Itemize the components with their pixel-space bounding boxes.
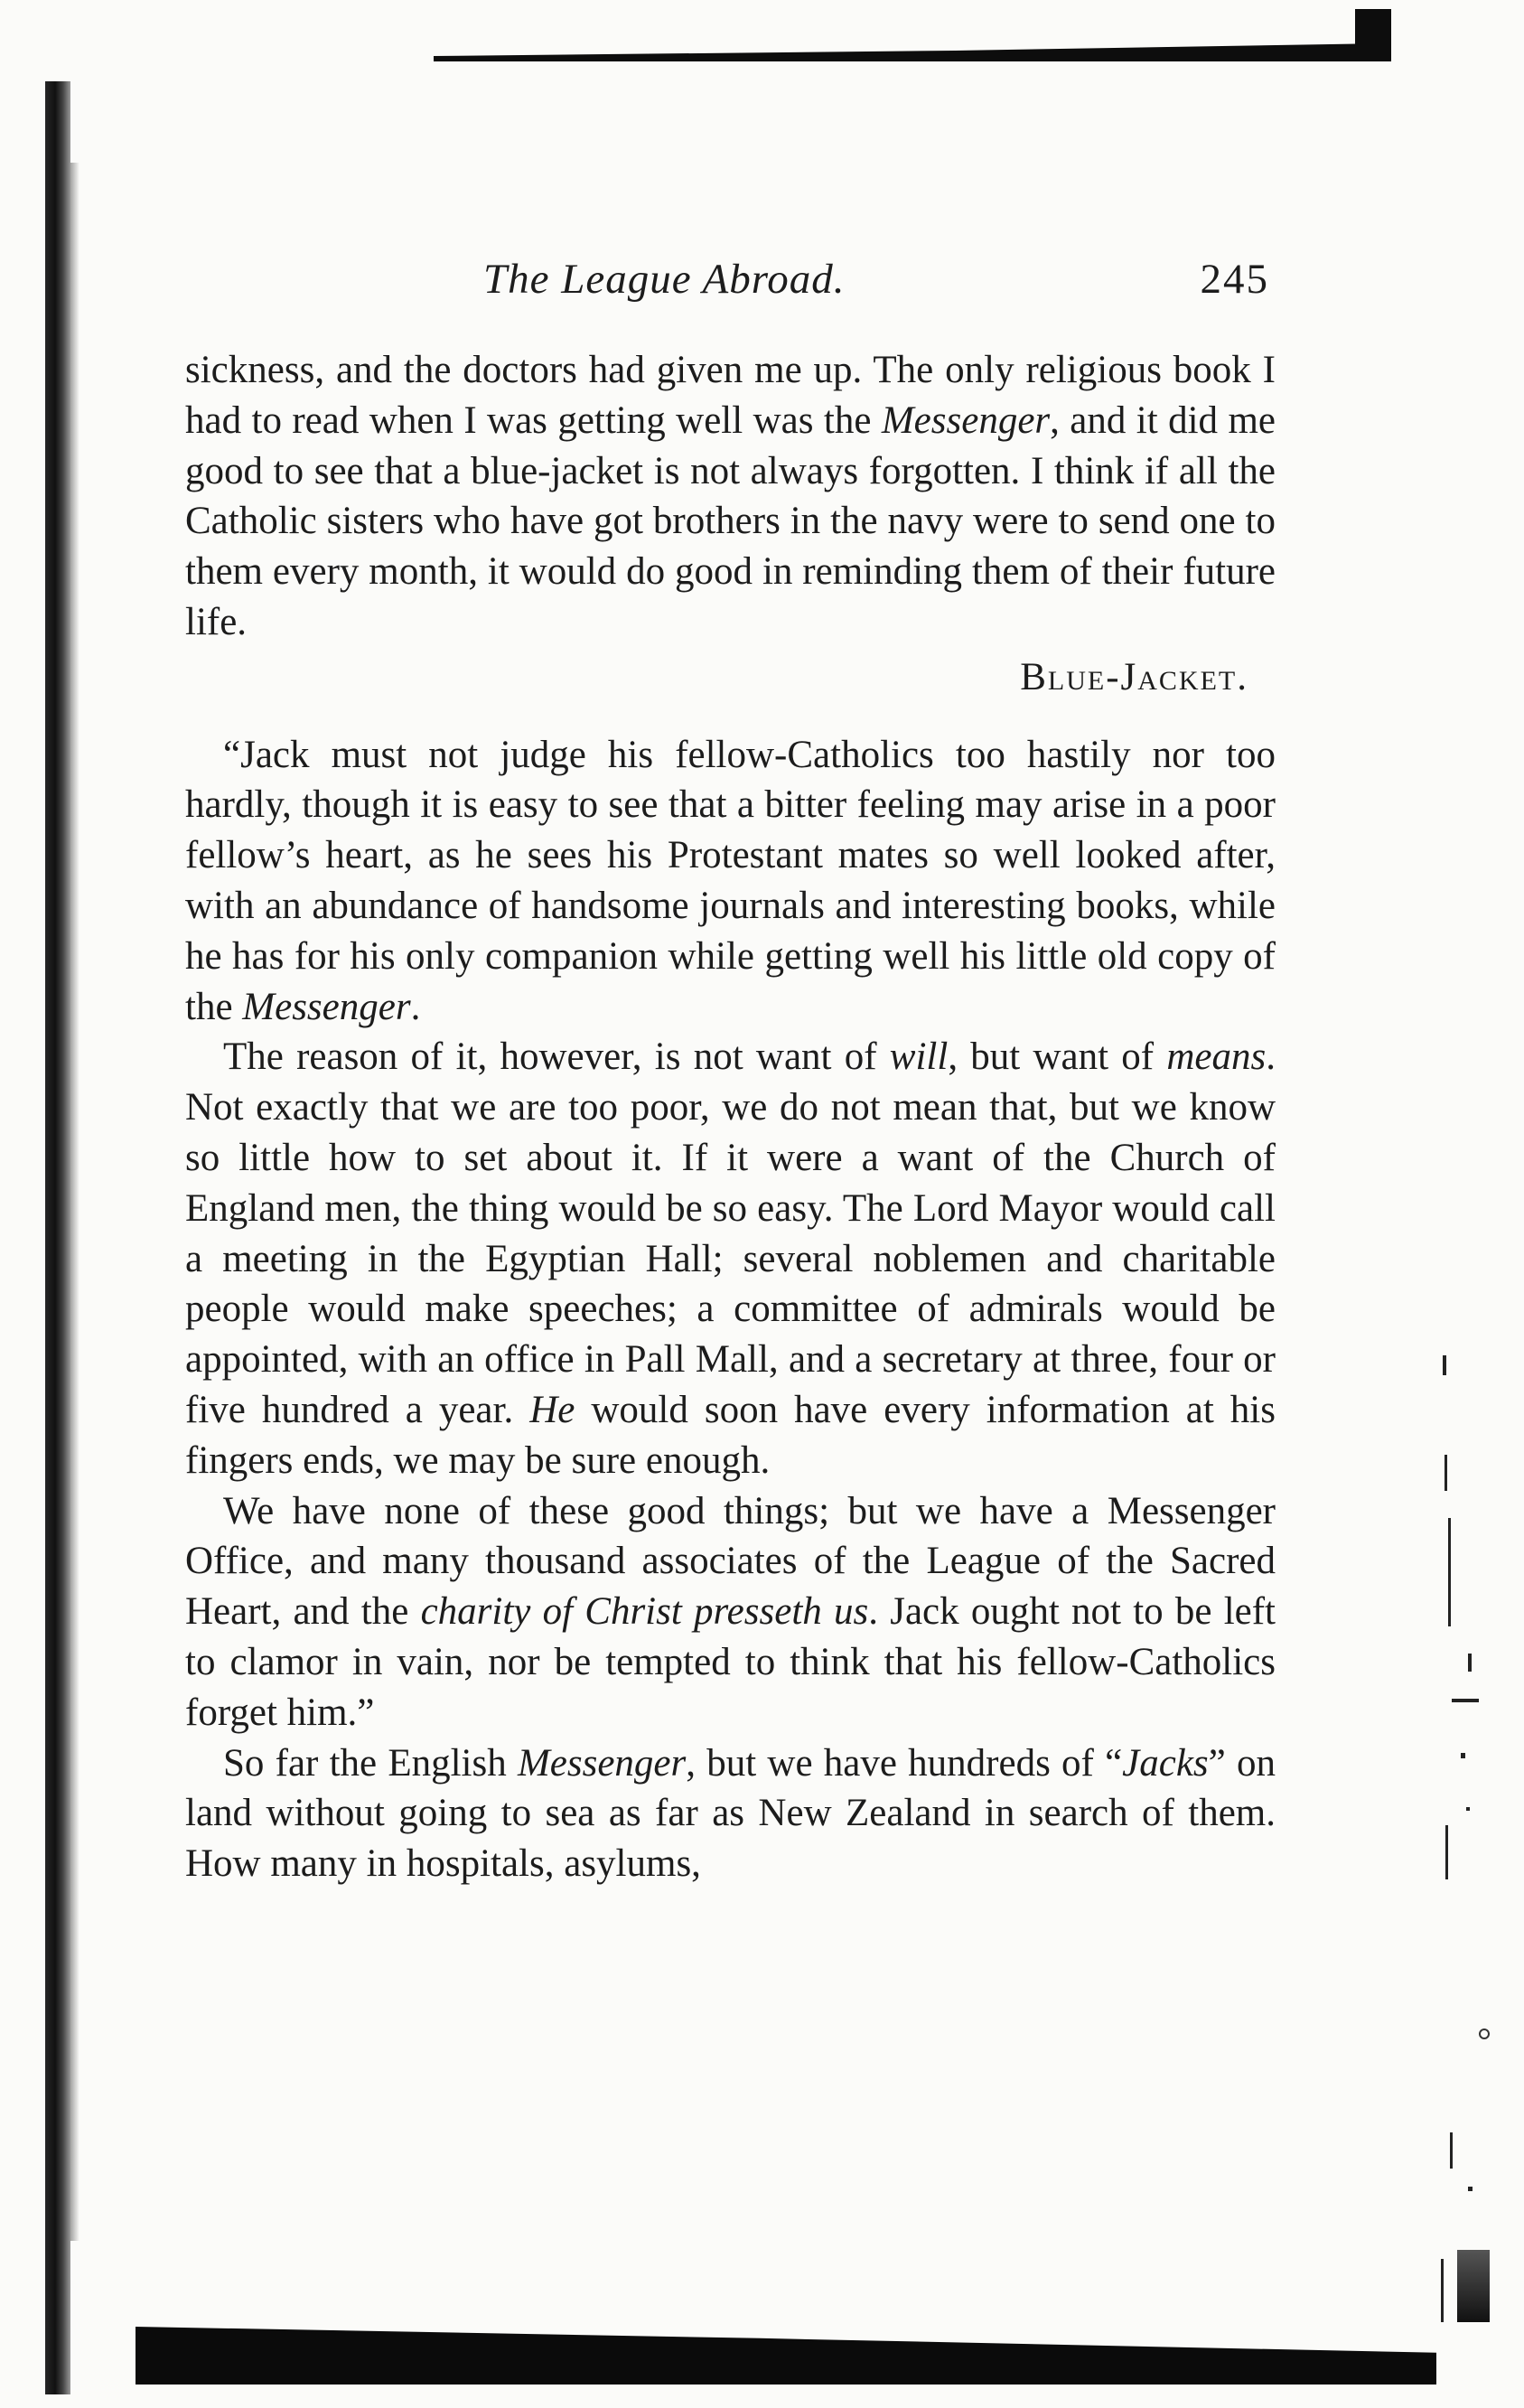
running-title: The League Abroad. [483,256,846,303]
paragraph-english-messenger: So far the English Messenger, but we have hundreds of “Jacks” on land without going to sea as far as New Zealand in search of them. How many in hospitals, asylums, [185,1741,1276,1886]
page-header [185,255,1269,318]
page-number: 245 [1200,256,1269,303]
paragraph-letter-end: sickness, and the doctors had given me up. The only religious book I had to read when I was getting well was the Messenger, and it did me good to see that a blue-jacket is not always forgotten. I think if all the Catholic sisters who have got brothers in the navy were to send one to them every month, it would do good in reminding them of their future life. [185,349,1276,643]
bottom-scan-border [136,2327,1436,2385]
left-binding-edge [45,81,70,2394]
paragraph-reason: The reason of it, however, is not want of will, but want of means. Not exactly that we are too poor, we do not mean that, but we know so little how to set about it. If it were a want of the Church of England men, the thing would be so easy. The Lord Mayor would call a meeting in the Egyptian Hall; several noblemen and charitable people would make speeches; a committee of admirals would be appointed, with an office in Pall Mall, and a secretary at three, four or five hundred a year. He would soon have every information at his fingers ends, we may be sure enough. [185,1035,1276,1482]
top-scan-border-corner [1355,9,1391,61]
paragraph-good-things: We have none of these good things; but we have a Messenger Office, and many thousand associates of the League of the Sacred Heart, and the charity of Christ presseth us. Jack ought not to be left to clamor in vain, nor be tempted to think that his fellow-Catholics forget him.” [185,1489,1276,1734]
page-body [185,345,1276,1889]
top-scan-border [434,43,1382,61]
scan-speckles [1441,1355,1504,2349]
paragraph-jack: “Jack must not judge his fellow-Catholics too hastily nor too hardly, though it is easy to see that a bitter feeling may arise in a poor fellow’s heart, as he sees his Protestant mates so well looked after, with an abundance of handsome journals and interesting books, while he has for his only companion while getting well his little old copy of the Messenger. [185,733,1276,1028]
letter-signature: Blue-Jacket. [1020,655,1248,698]
binding-shadow [70,163,79,2241]
